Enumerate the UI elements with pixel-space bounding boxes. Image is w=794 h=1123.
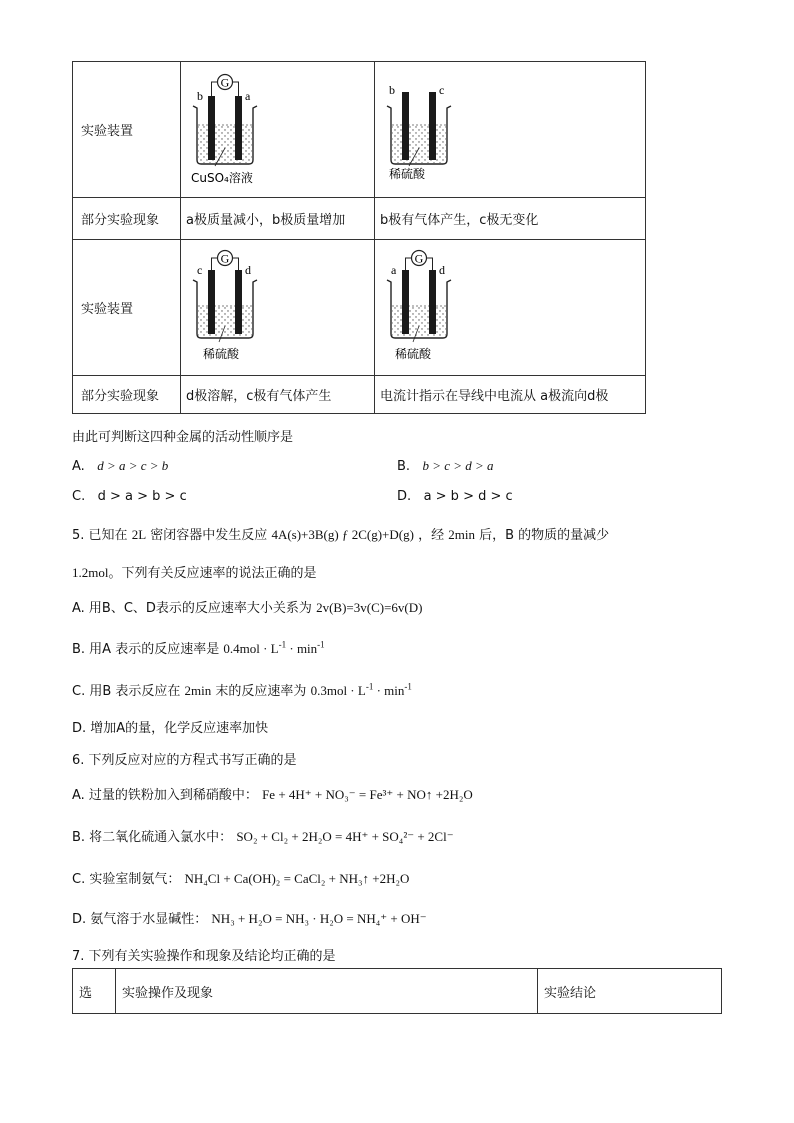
question-7-stem: 7. 下列有关实验操作和现象及结论均正确的是 xyxy=(72,949,336,964)
option-b: B. 用A 表示的反应速率是 $0.4mol \cdot L^{-1} \cdot \min^{-1}$ xyxy=(72,639,325,657)
option-key: D. xyxy=(397,489,412,504)
electrode-a xyxy=(402,270,409,334)
table-header-row xyxy=(73,969,722,1014)
option-b: B. 将二氧化硫通入氯水中： SO₂ + Cl₂ + 2H₂O = 4H⁺ + SO₄²⁻ + 2Cl⁻ xyxy=(72,829,454,845)
electrode-label: c xyxy=(197,263,203,277)
cell-apparatus-diagram xyxy=(181,240,369,375)
electrode-label: c xyxy=(439,83,445,97)
option-a: A. 过量的铁粉加入到稀硝酸中： Fe + 4H⁺ + NO₃⁻ = Fe³⁺ + NO↑ +2H₂O xyxy=(72,787,473,803)
column-header: 选 xyxy=(73,969,116,1014)
option-b xyxy=(397,458,494,474)
phenomenon-text: a极质量减小，b极质量增加 xyxy=(181,198,375,240)
solution-level xyxy=(198,125,252,163)
apparatus-cell xyxy=(181,62,375,198)
cell-apparatus-diagram xyxy=(375,240,640,375)
electrode-a xyxy=(235,96,242,160)
galvanometer-label: G xyxy=(220,75,230,90)
option-text: d > a > b > c xyxy=(97,489,187,504)
experiment-table xyxy=(72,61,646,414)
option-key: A. xyxy=(72,459,85,474)
equation: NH₄Cl + Ca(OH)₂ = CaCl₂ + NH₃↑ +2H₂O xyxy=(184,871,410,886)
solution-label: CuSO₄溶液 xyxy=(191,171,253,185)
electrode-c xyxy=(429,92,436,160)
electrode-label: b xyxy=(389,83,395,97)
electrode-b xyxy=(208,96,215,160)
reaction-equation: 4A(s)+3B(g) ƒ 2C(g)+D(g) xyxy=(271,527,414,542)
option-c: C. 用B 表示反应在 2min 末的反应速率为 $0.3mol \cdot L^{-1} \cdot \min^{-1}$ xyxy=(72,681,412,699)
option-text: a > b > d > c xyxy=(423,489,513,504)
column-header: 实验结论 xyxy=(538,969,722,1014)
electrode-label: a xyxy=(391,263,397,277)
question-5-stem-cont: 1.2mol。下列有关反应速率的说法正确的是 xyxy=(72,565,317,581)
equation: Fe + 4H⁺ + NO₃⁻ = Fe³⁺ + NO↑ +2H₂O xyxy=(262,787,473,802)
phenomenon-text: b极有气体产生，c极无变化 xyxy=(375,198,646,240)
option-a: A. 用B、C、D表示的反应速率大小关系为 2v(B)=3v(C)=6v(D) xyxy=(72,600,423,616)
solution-level xyxy=(392,306,446,337)
cell-apparatus-diagram xyxy=(181,62,369,197)
phenomenon-text: 电流计指示在导线中电流从 a极流向d极 xyxy=(375,376,646,414)
electrode-label: a xyxy=(245,89,251,103)
option-d: D. 增加A的量，化学反应速率加快 xyxy=(72,721,269,736)
option-key: C. xyxy=(72,489,86,504)
solution-level xyxy=(198,306,252,337)
phenomenon-text: d极溶解，c极有气体产生 xyxy=(181,376,375,414)
option-c: C. 实验室制氨气： NH₄Cl + Ca(OH)₂ = CaCl₂ + NH₃↑ +2H₂O xyxy=(72,871,410,887)
option-d: D. 氨气溶于水显碱性： NH₃ + H₂O = NH₃ · H₂O = NH₄⁺ + OH⁻ xyxy=(72,911,427,927)
solution-label: 稀硫酸 xyxy=(389,167,426,181)
row-label: 实验装置 xyxy=(73,62,181,198)
option-d xyxy=(397,489,513,504)
row-label: 实验装置 xyxy=(73,240,181,376)
table-row xyxy=(73,240,646,376)
question-stem: 由此可判断这四种金属的活动性顺序是 xyxy=(72,430,294,445)
option-text: b > c > d > a xyxy=(422,458,494,473)
column-header: 实验操作及现象 xyxy=(116,969,538,1014)
apparatus-cell xyxy=(375,62,646,198)
electrode-c xyxy=(208,270,215,334)
row-label: 部分实验现象 xyxy=(73,376,181,414)
electrode-label: d xyxy=(245,263,251,277)
option-a xyxy=(72,458,168,474)
table-row xyxy=(73,62,646,198)
question-6-stem: 6. 下列反应对应的方程式书写正确的是 xyxy=(72,753,297,768)
option-text: d > a > c > b xyxy=(97,458,169,473)
table-row xyxy=(73,198,646,240)
solution-level xyxy=(392,125,446,163)
equation: NH₃ + H₂O = NH₃ · H₂O = NH₄⁺ + OH⁻ xyxy=(211,911,427,926)
electrode-b xyxy=(402,92,409,160)
galvanometer-label: G xyxy=(220,251,230,266)
electrode-d xyxy=(235,270,242,334)
q7-table xyxy=(72,968,722,1014)
apparatus-cell xyxy=(375,240,646,376)
question-5-stem: 5. 已知在 2L 密闭容器中发生反应 4A(s)+3B(g) ƒ 2C(g)+D(g) ，经 2min 后，B 的物质的量减少 xyxy=(72,527,610,543)
electrode-label: b xyxy=(197,89,203,103)
galvanometer-label: G xyxy=(414,251,424,266)
apparatus-cell xyxy=(181,240,375,376)
option-c xyxy=(72,489,187,504)
table-row xyxy=(73,376,646,414)
cell-apparatus-diagram xyxy=(375,62,640,197)
electrode-label: d xyxy=(439,263,445,277)
solution-label: 稀硫酸 xyxy=(203,347,240,361)
electrode-d xyxy=(429,270,436,334)
solution-label: 稀硫酸 xyxy=(395,347,432,361)
option-key: B. xyxy=(397,459,411,474)
row-label: 部分实验现象 xyxy=(73,198,181,240)
equation: SO₂ + Cl₂ + 2H₂O = 4H⁺ + SO₄²⁻ + 2Cl⁻ xyxy=(236,829,454,844)
